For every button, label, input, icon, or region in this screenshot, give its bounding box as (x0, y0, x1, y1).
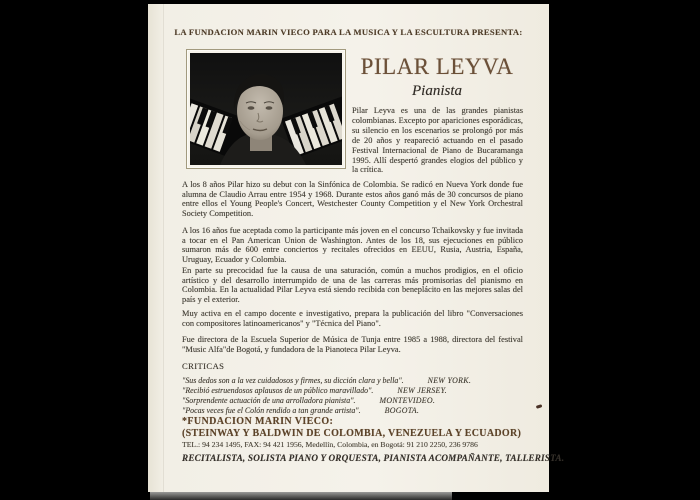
foundation-contact: TEL.: 94 234 1495, FAX: 94 421 1956, Medellín, Colombia, en Bogotá: 91 210 2250, 236 9786 (182, 440, 478, 449)
criticas-heading: CRITICAS (182, 361, 225, 371)
critica-source: NEW YORK. (427, 376, 472, 385)
page-edge-shadow (150, 492, 452, 500)
foundation-title: *FUNDACION MARIN VIECO: (182, 416, 334, 427)
bio-paragraph: A los 16 años fue aceptada como la participante más joven en el concurso Tchaikovsky y fue invitada a tocar en el Pan American Union de Washington. Antes de los 18, sus ejecuciones en público sumaron más de 600 entre conciertos y recitales ofrecidos en EEUU, Rusia, Austria, España, Uruguay, Ecuador y Colombia. (182, 226, 523, 264)
flyer-page (148, 4, 565, 492)
critica-quote: "Sus dedos son a la vez cuidadosos y firmes, su dicción clara y bella". (182, 376, 404, 385)
critica-row (182, 406, 527, 416)
critica-source: BOGOTA. (384, 406, 420, 415)
bio-paragraph: Fue directora de la Escuela Superior de Música de Tunja entre 1985 a 1988, directora del festival "Music Alfa"de Bogotá, y fundadora de la Pianoteca Pilar Leyva. (182, 335, 523, 354)
pianist-photo (186, 49, 346, 169)
critica-quote: "Sorprendente actuación de una arrolladora pianista". (182, 396, 356, 405)
critica-row (182, 396, 527, 406)
artist-name: PILAR LEYVA (360, 54, 514, 79)
artist-role: Pianista (411, 83, 462, 99)
presenter-line: LA FUNDACION MARIN VIECO PARA LA MUSICA Y LA ESCULTURA PRESENTA: (174, 27, 523, 37)
critica-quote: "Pocas veces fue el Colón rendido a tan grande artista". (182, 406, 361, 415)
ink-smudge (536, 404, 542, 408)
page-crease (163, 4, 164, 492)
foundation-subtitle: (STEINWAY Y BALDWIN DE COLOMBIA, VENEZUELA Y ECUADOR) (182, 428, 522, 439)
bio-paragraph: En parte su precocidad fue la causa de una saturación, común a muchos prodigios, en el oficio artístico y del desarrollo interrumpido de una de las carreras más promisorias del pianismo en Colombia. En la actualidad Pilar Leyva está siendo recibida con beneplácito en las mejores salas del país y el exterior. (182, 266, 523, 304)
critica-row (182, 386, 527, 396)
critica-source: NEW JERSEY. (397, 386, 447, 395)
critica-source: MONTEVIDEO. (379, 396, 436, 405)
critica-quote: "Recibió estruendosos aplausos de un público maravillado". (182, 386, 374, 395)
roles-line: RECITALISTA, SOLISTA PIANO Y ORQUESTA, PIANISTA ACOMPAÑANTE, TALLERISTA. (182, 453, 565, 463)
bio-intro-paragraph: Pilar Leyva es una de las grandes pianistas colombianas. Excepto por apariciones esporádicas, su silencio en los escenarios se prolongó por más de 20 años y reapareció actuando en el pasado Festival Internacional de Piano de Bucaramanga 1995. Allí despertó grandes elogios del público y la crítica. (352, 106, 523, 175)
pianist-photo-image (190, 53, 342, 165)
bio-paragraph: Muy activa en el campo docente e investigativo, prepara la publicación del libro "Conversaciones con compositores latinoamericanos" y "Técnica del Piano". (182, 309, 523, 328)
criticas-list (182, 376, 527, 416)
critica-row (182, 376, 527, 386)
bio-paragraph: A los 8 años Pilar hizo su debut con la Sinfónica de Colombia. Se radicó en Nueva York donde fue alumna de Claudio Arrau entre 1954 y 1968. Durante estos años ganó más de 30 concursos de piano entre ellos el Young People's Concert, Westchester County Competition y el New York Orchestral Society Competition. (182, 180, 523, 218)
